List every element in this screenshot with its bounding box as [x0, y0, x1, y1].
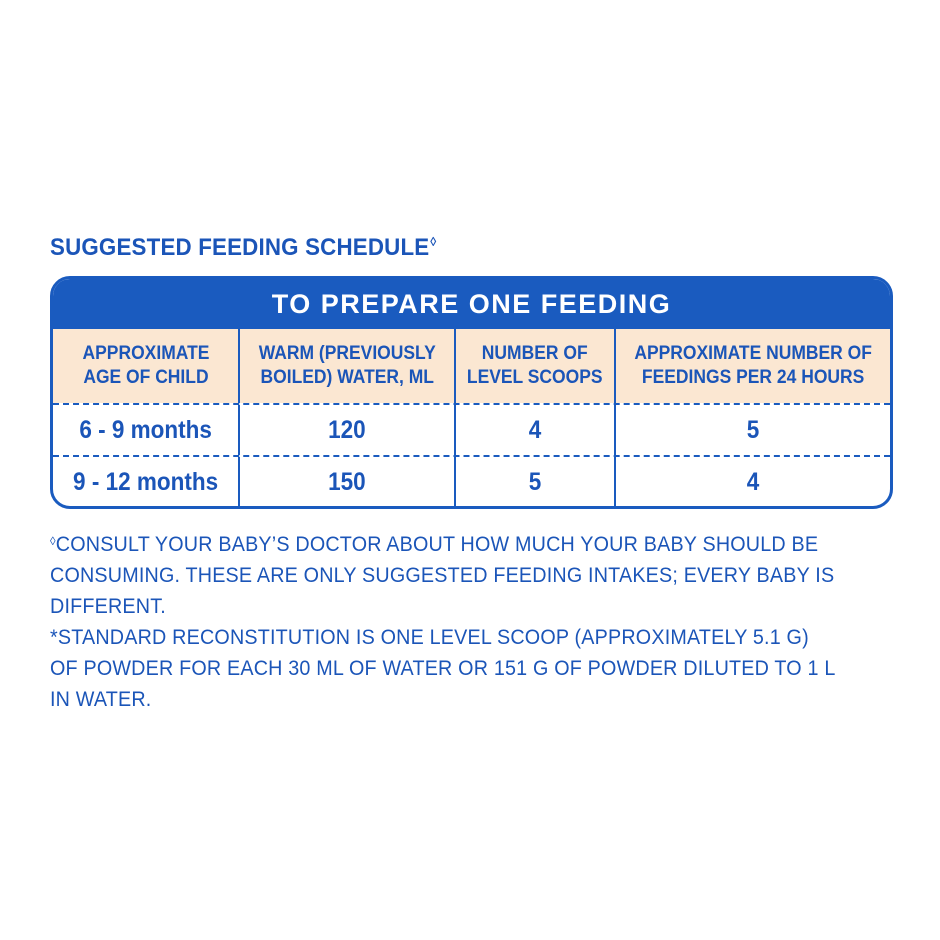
- cell-age-value: 6 - 9 months: [79, 415, 212, 444]
- cell-scoops: [454, 457, 614, 507]
- cell-water-value: 120: [328, 415, 366, 444]
- footnote-consult: [50, 526, 858, 622]
- cell-age-value: 9 - 12 months: [72, 467, 219, 496]
- table-row: [53, 403, 890, 455]
- header-age: [53, 329, 238, 403]
- cell-water: [238, 405, 454, 455]
- header-scoops-label: NUMBER OF LEVEL SCOOPS: [467, 343, 603, 388]
- cell-scoops-value: 4: [528, 415, 542, 444]
- cell-feedings: [614, 457, 890, 507]
- footnote-standard: *STANDARD RECONSTITUTION IS ONE LEVEL SCOOP (APPROXIMATELY 5.1 G) OF POWDER FOR EACH 30 ML OF WATER OR 151 G OF POWDER DILUTED TO 1 L IN WATER.: [50, 626, 836, 711]
- cell-water-value: 150: [328, 467, 366, 496]
- cell-water: [238, 457, 454, 507]
- header-scoops: [454, 329, 614, 403]
- footnotes: [50, 526, 910, 715]
- table-banner: TO PREPARE ONE FEEDING: [53, 279, 890, 329]
- header-water: [238, 329, 454, 403]
- cell-scoops: [454, 405, 614, 455]
- cell-scoops-value: 5: [528, 467, 542, 496]
- table-header-row: [53, 329, 890, 403]
- header-feedings-label: APPROXIMATE NUMBER OF FEEDINGS PER 24 HOURS: [634, 343, 872, 388]
- cell-feedings: [614, 405, 890, 455]
- footnote-mark-icon: ◊: [430, 234, 437, 249]
- schedule-title: [50, 234, 436, 262]
- cell-age: [53, 405, 238, 455]
- cell-age: [53, 457, 238, 507]
- feeding-table: [50, 276, 893, 509]
- cell-feedings-value: 4: [746, 467, 760, 496]
- cell-feedings-value: 5: [746, 415, 760, 444]
- header-feedings: [614, 329, 890, 403]
- footnote-consult-text: CONSULT YOUR BABY’S DOCTOR ABOUT HOW MUCH YOUR BABY SHOULD BE CONSUMING. THESE ARE ONLY SUGGESTED FEEDING INTAKES; EVERY BABY IS DIFFERENT.: [50, 533, 835, 618]
- schedule-title-text: SUGGESTED FEEDING SCHEDULE: [50, 234, 430, 261]
- header-age-label: APPROXIMATE AGE OF CHILD: [82, 343, 209, 388]
- table-row: [53, 455, 890, 507]
- header-water-label: WARM (PREVIOUSLY BOILED) WATER, ML: [258, 343, 436, 388]
- footnote-mark-icon: ◊: [50, 534, 56, 548]
